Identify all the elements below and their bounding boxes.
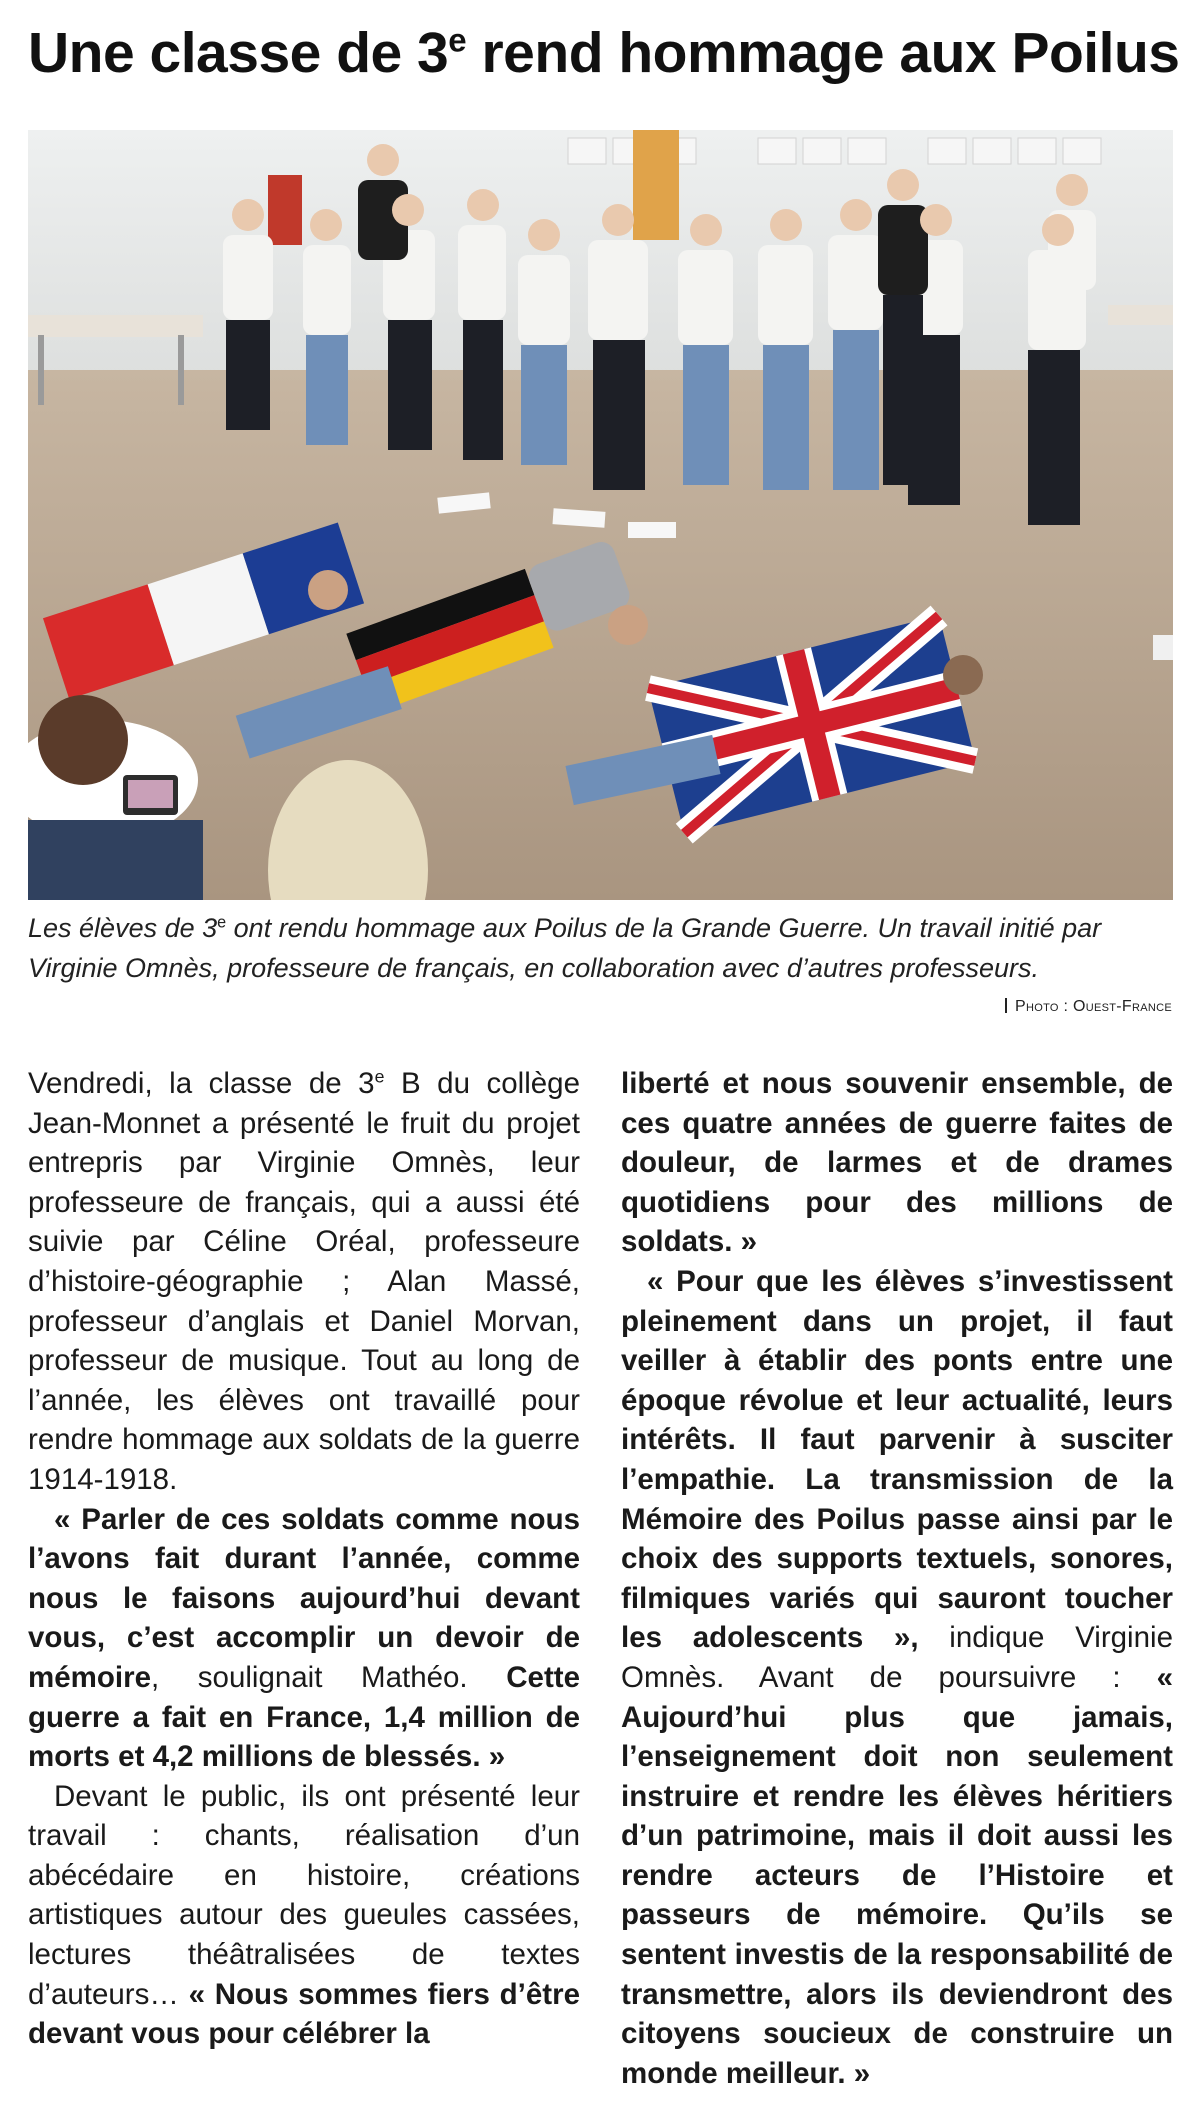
paragraph-presentation-text: Devant le public, ils ont présenté leur travail : chants, réalisation d’un abécédaire en histoire, créations artistiques autour des gueules cassées, lectures théâtralisées de textes d’auteurs… xyxy=(28,1779,580,2011)
headline-superscript: e xyxy=(448,22,467,60)
classroom-photo-icon xyxy=(28,130,1173,900)
quote-students-start: « Nous sommes fiers d’être devant vous pour célébrer la xyxy=(28,1977,580,2051)
credit-divider xyxy=(1005,998,1007,1013)
article-column-right xyxy=(621,1064,1173,2114)
paragraph-intro xyxy=(28,1064,580,1500)
paragraph-students-quote-continued xyxy=(621,1064,1173,1262)
paragraph-matheo-quote xyxy=(28,1500,580,1777)
paragraph-teacher-quote xyxy=(621,1262,1173,2093)
headline-text: Une classe de 3 xyxy=(28,21,449,85)
article-photo xyxy=(28,130,1173,900)
photo-caption xyxy=(28,908,1173,988)
article-column-left xyxy=(28,1064,580,2114)
paragraph-presentation xyxy=(28,1777,580,2054)
quote-students-end: liberté et nous souvenir ensemble, de ces quatre années de guerre faites de douleur, de larmes et de drames quotidiens pour des millions de soldats. » xyxy=(621,1067,1173,1259)
caption-text-end: ont rendu hommage aux Poilus de la Grande Guerre. Un travail initié par Virginie Omnès, professeure de français, en collaboration avec d’autres professeurs. xyxy=(28,913,1102,983)
headline-text-end: rend hommage aux Poilus xyxy=(466,21,1180,85)
quote-matheo-part1: « Parler de ces soldats comme nous l’avons fait durant l’année, comme nous le faisons aujourd’hui devant vous, c’est accomplir un devoir de mémoire xyxy=(28,1502,580,1694)
photo-credit-text: Photo : Ouest-France xyxy=(1015,998,1172,1015)
quote-teacher-part2: « Aujourd’hui plus que jamais, l’enseignement doit non seulement instruire et rendre les élèves héritiers d’un patrimoine, mais il doit aussi les rendre acteurs de l’Histoire et passeurs de mémoire. Qu’ils se sentent investis de la responsabilité de transmettre, alors ils deviendront des citoyens soucieux de construire un monde meilleur. » xyxy=(621,1660,1173,2090)
paragraph-intro-superscript: e xyxy=(374,1066,385,1087)
paragraph-intro-start: Vendredi, la classe de 3 xyxy=(28,1067,375,1100)
photo-credit xyxy=(1005,998,1172,1016)
quote-teacher-part1: « Pour que les élèves s’investissent pleinement dans un projet, il faut veiller à établir des ponts entre une époque révolue et leur actualité, leurs intérêts. Il faut parvenir à susciter l’empathie. La transmission de la Mémoire des Poilus passe ainsi par le choix des supports textuels, sonores, filmiques variés qui sauront toucher les adolescents », xyxy=(621,1264,1173,1655)
quote-attribution-matheo: , soulignait Mathéo. xyxy=(150,1660,507,1694)
caption-superscript: e xyxy=(217,913,227,932)
quote-matheo-part2: Cette guerre a fait en France, 1,4 million de morts et 4,2 millions de blessés. » xyxy=(28,1660,580,1774)
headline xyxy=(28,14,1178,92)
paragraph-intro-end: B du collège Jean-Monnet a présenté le fruit du projet entrepris par Virginie Omnès, leur professeure de français, qui a aussi été suivie par Céline Oréal, professeure d’histoire-géographie ; Alan Massé, professeur d’anglais et Daniel Morvan, professeur de musique. Tout au long de l’année, les élèves ont travaillé pour rendre hommage aux soldats de la guerre 1914-1918. xyxy=(28,1067,580,1496)
caption-text: Les élèves de 3 xyxy=(28,913,218,943)
quote-attribution-teacher: indique Virginie Omnès. Avant de poursuivre : xyxy=(621,1621,1173,1694)
